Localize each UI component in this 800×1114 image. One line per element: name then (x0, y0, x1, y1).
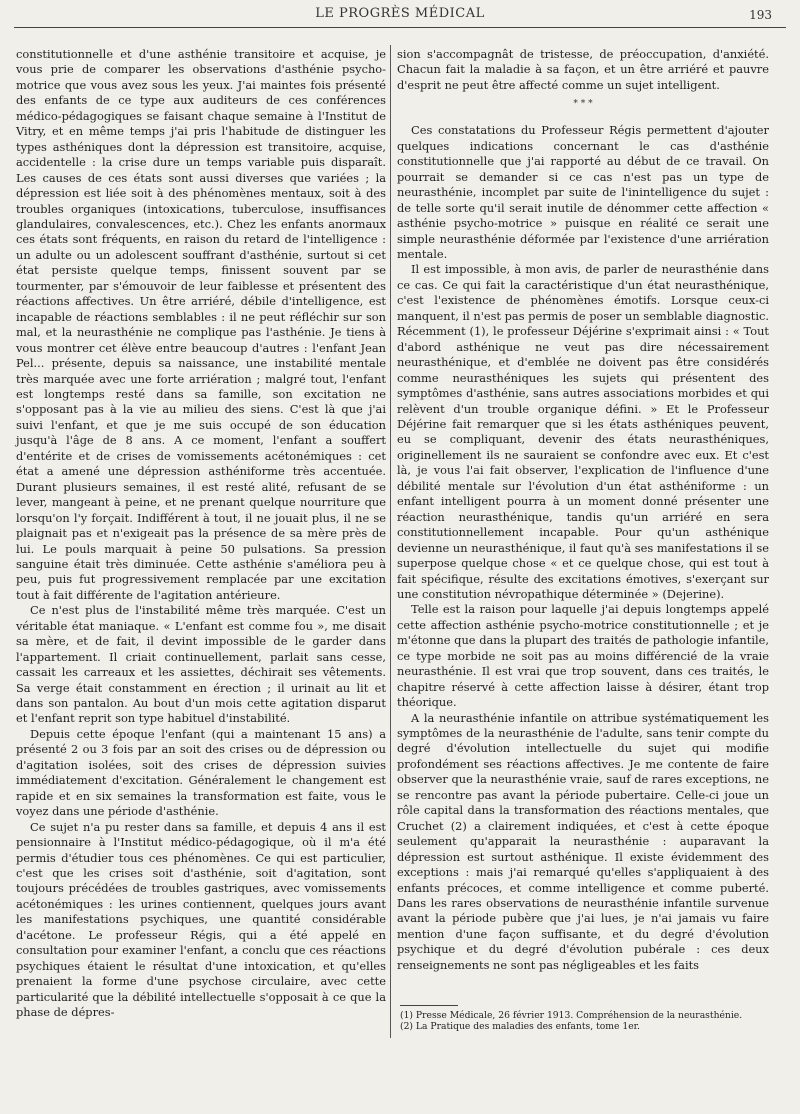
paragraph: Ce n'est plus de l'instabilité même très marquée. C'est un véritable état maniaque. « L'enfant est comme fou », me disait sa mère, et de fait, il devint impossible de le garder dans l'appartement. Il criait continuellement, parlait sans cesse, cassait les carreaux et les assiettes, déchirait ses vêtements. Sa verge était constamment en érection ; il urinait au lit et dans son pantalon. Au bout d'un mois cette agitation disparut et l'enfant reprit son type habituel d'instabilité. (16, 603, 386, 726)
footnote: (1) Presse Médicale, 26 février 1913. Compréhension de la neurasthénie. (400, 1010, 743, 1021)
footnote-rule (400, 1005, 458, 1006)
paragraph: Telle est la raison pour laquelle j'ai depuis longtemps appelé cette affection asthénie psycho-motrice constitutionnelle ; et je m'étonne que dans la plupart des traités de pathologie infantile, ce type morbide ne soit pas au moins différencié de la vraie neurasthénie. Il est vrai que trop souvent, dans ces traités, le chapitre réservé à cette affection laisse à désirer, étant trop théorique. (397, 602, 769, 710)
paragraph: Depuis cette époque l'enfant (qui a maintenant 15 ans) a présenté 2 ou 3 fois par an soit des crises ou de dépression ou d'agitation isolées, soit des crises de dépression suivies immédiatement d'excitation. Généralement le changement est rapide et en six semaines la transformation est faite, vous le voyez dans une période d'asthénie. (16, 726, 386, 819)
left-column (16, 47, 386, 1021)
paragraph: Il est impossible, à mon avis, de parler de neurasthénie dans ce cas. Ce qui fait la caractéristique d'un état neurasthénique, c'est l'existence de phénomènes émotifs. Lorsque ceux-ci manquent, il n'est pas permis de poser un semblable diagnostic. Récemment (1), le professeur Déjérine s'exprimait ainsi : « Tout d'abord asthénique ne veut pas dire nécessairement neurasthénique, et d'emblée ne doivent pas être considérés comme neurasthéniques les sujets qui présentent des symptômes d'asthénie, sans autres associations morbides et qui relèvent d'un trouble organique défini. » Et le Professeur Déjérine fait remarquer que si les états asthéniques peuvent, eu se compliquant, devenir des états neurasthéniques, originellement ils ne sauraient se confondre avec eux. Et c'est là, je vous l'ai fait observer, l'explication de l'influence d'une débilité mentale sur l'évolution d'un état asthéniforme : un enfant intelligent pourra à un moment donné présenter une réaction neurasthénique, tandis qu'un arriéré en sera constitutionnellement incapable. Pour qu'un asthénique devienne un neurasthénique, il faut qu'à ses manifestations il se superpose quelque chose « et ce quelque chose, qui est tout à fait spécifique, résulte des excitations émotives, s'exerçant sur une constitution névropathique déterminée » (Dejerine). (397, 262, 769, 601)
page-number: 193 (749, 8, 772, 22)
footnotes (400, 1010, 772, 1032)
paragraph: sion s'accompagnât de tristesse, de préoccupation, d'anxiété. Chacun fait la maladie à sa façon, et un être arriéré et pauvre d'esprit ne peut être affecté comme un sujet intelligent. (397, 47, 769, 92)
header-rule (14, 27, 786, 28)
footnote: (2) La Pratique des maladies des enfants, tome 1er. (400, 1021, 640, 1032)
right-column (397, 47, 769, 973)
section-asterism: * * * (573, 99, 593, 110)
paragraph: A la neurasthénie infantile on attribue systématiquement les symptômes de la neurasthénie de l'adulte, sans tenir compte du degré d'évolution intellectuelle du sujet qui modifie profondément ses réactions affectives. Je me contente de faire observer que la neurasthénie vraie, sauf de rares exceptions, ne se rencontre pas avant la période pubertaire. Celle-ci joue un rôle capital dans la transformation des réactions mentales, que Cruchet (2) a clairement indiquées, et c'est à cette époque seulement qu'apparait la neurasthénie : auparavant la dépression est surtout asthénique. Il existe évidemment des exceptions : mais j'ai remarqué qu'elles s'appliquaient à des enfants précoces, et comme intelligence et comme puberté. Dans les rares observations de neurasthénie infantile survenue avant la période pubère que j'ai lues, je n'ai jamais vu faire mention d'une façon suffisante, et du degré d'évolution psychique et du degré d'évolution pubérale : ces deux renseignements ne sont pas négligeables et les faits (397, 710, 769, 972)
running-head (0, 6, 800, 26)
paragraph: Ces constatations du Professeur Régis permettent d'ajouter quelques indications concernant le cas d'asthénie constitutionnelle que j'ai rapporté au début de ce travail. On pourrait se demander si ce cas n'est pas un type de neurasthénie, incomplet par suite de l'inintelligence du sujet : de telle sorte qu'il serait inutile de dénommer cette affection « asthénie psycho-motrice » puisque en réalité ce serait une simple neurasthénie déformée par l'existence d'une arriération mentale. (397, 123, 769, 261)
paragraph: constitutionnelle et d'une asthénie transitoire et acquise, je vous prie de comparer les observations d'asthénie psycho-motrice que vous avez sous les yeux. J'ai maintes fois présenté des enfants de ce type aux auditeurs de ces conférences médico-pédagogiques se faisant chaque semaine à l'Institut de Vitry, et en même temps j'ai pris l'habitude de distinguer les types asthéniques dont la dépression est transitoire, acquise, accidentelle : la crise dure un temps variable puis disparaît. Les causes de ces états sont aussi diverses que variées ; la dépression est liée soit à des phénomènes mentaux, soit à des troubles organiques (intoxications, tuberculose, insuffisances glandulaires, convalescences, etc.). Chez les enfants anormaux ces états sont fréquents, en raison du retard de l'intelligence : un adulte ou un adolescent souffrant d'asthénie, surtout si cet état persiste quelque temps, finissent souvent par se tourmenter, par s'émouvoir de leur faiblesse et présentent des réactions affectives. Un être arriéré, débile d'intelligence, est incapable de réactions semblables : il ne peut réfléchir sur son mal, et la neurasthénie ne complique pas l'asthénie. Je tiens à vous montrer cet élève entre beaucoup d'autres : l'enfant Jean Pel... présente, depuis sa naissance, une instabilité mentale très marquée avec une forte arriération ; malgré tout, l'enfant est longtemps resté dans sa famille, son excitation ne s'opposant pas à la vie au milieu des siens. C'est là que j'ai suivi l'enfant, et que je me suis occupé de son éducation jusqu'à l'âge de 8 ans. A ce moment, l'enfant a souffert d'entérite et de crises de vomissements acétonémiques : cet état a amené une dépression asthéniforme très accentuée. Durant plusieurs semaines, il est resté alité, refusant de se lever, mangeant à peine, et ne prenant quelque nourriture que lorsqu'on l'y forçait. Indifférent à tout, il ne jouait plus, il ne se plaignait pas et n'exigeait pas la présence de sa mère près de lui. Le pouls marquait à peine 50 pulsations. Sa pression sanguine était très diminuée. Cette asthénie s'améliora peu à peu, puis fut progressivement remplacée par une excitation tout à fait différente de l'agitation antérieure. (16, 47, 386, 602)
journal-title: LE PROGRÈS MÉDICAL (315, 6, 485, 21)
column-divider (390, 45, 391, 1038)
paragraph: Ce sujet n'a pu rester dans sa famille, et depuis 4 ans il est pensionnaire à l'Institut médico-pédagogique, où il m'a été permis d'étudier tous ces phénomènes. Ce qui est particulier, c'est que les crises soit d'asthénie, soit d'agitation, sont toujours précédées de troubles gastriques, avec vomissements acétonémiques : les urines contiennent, quelques jours avant les manifestations psychiques, une quantité considérable d'acétone. Le professeur Régis, qui a été appelé en consultation pour examiner l'enfant, a conclu que ces réactions psychiques étaient le résultat d'une intoxication, et qu'elles prenaient la forme d'une psychose circulaire, avec cette particularité que la débilité intellectuelle s'opposait à ce que la phase de dépres- (16, 819, 386, 1020)
